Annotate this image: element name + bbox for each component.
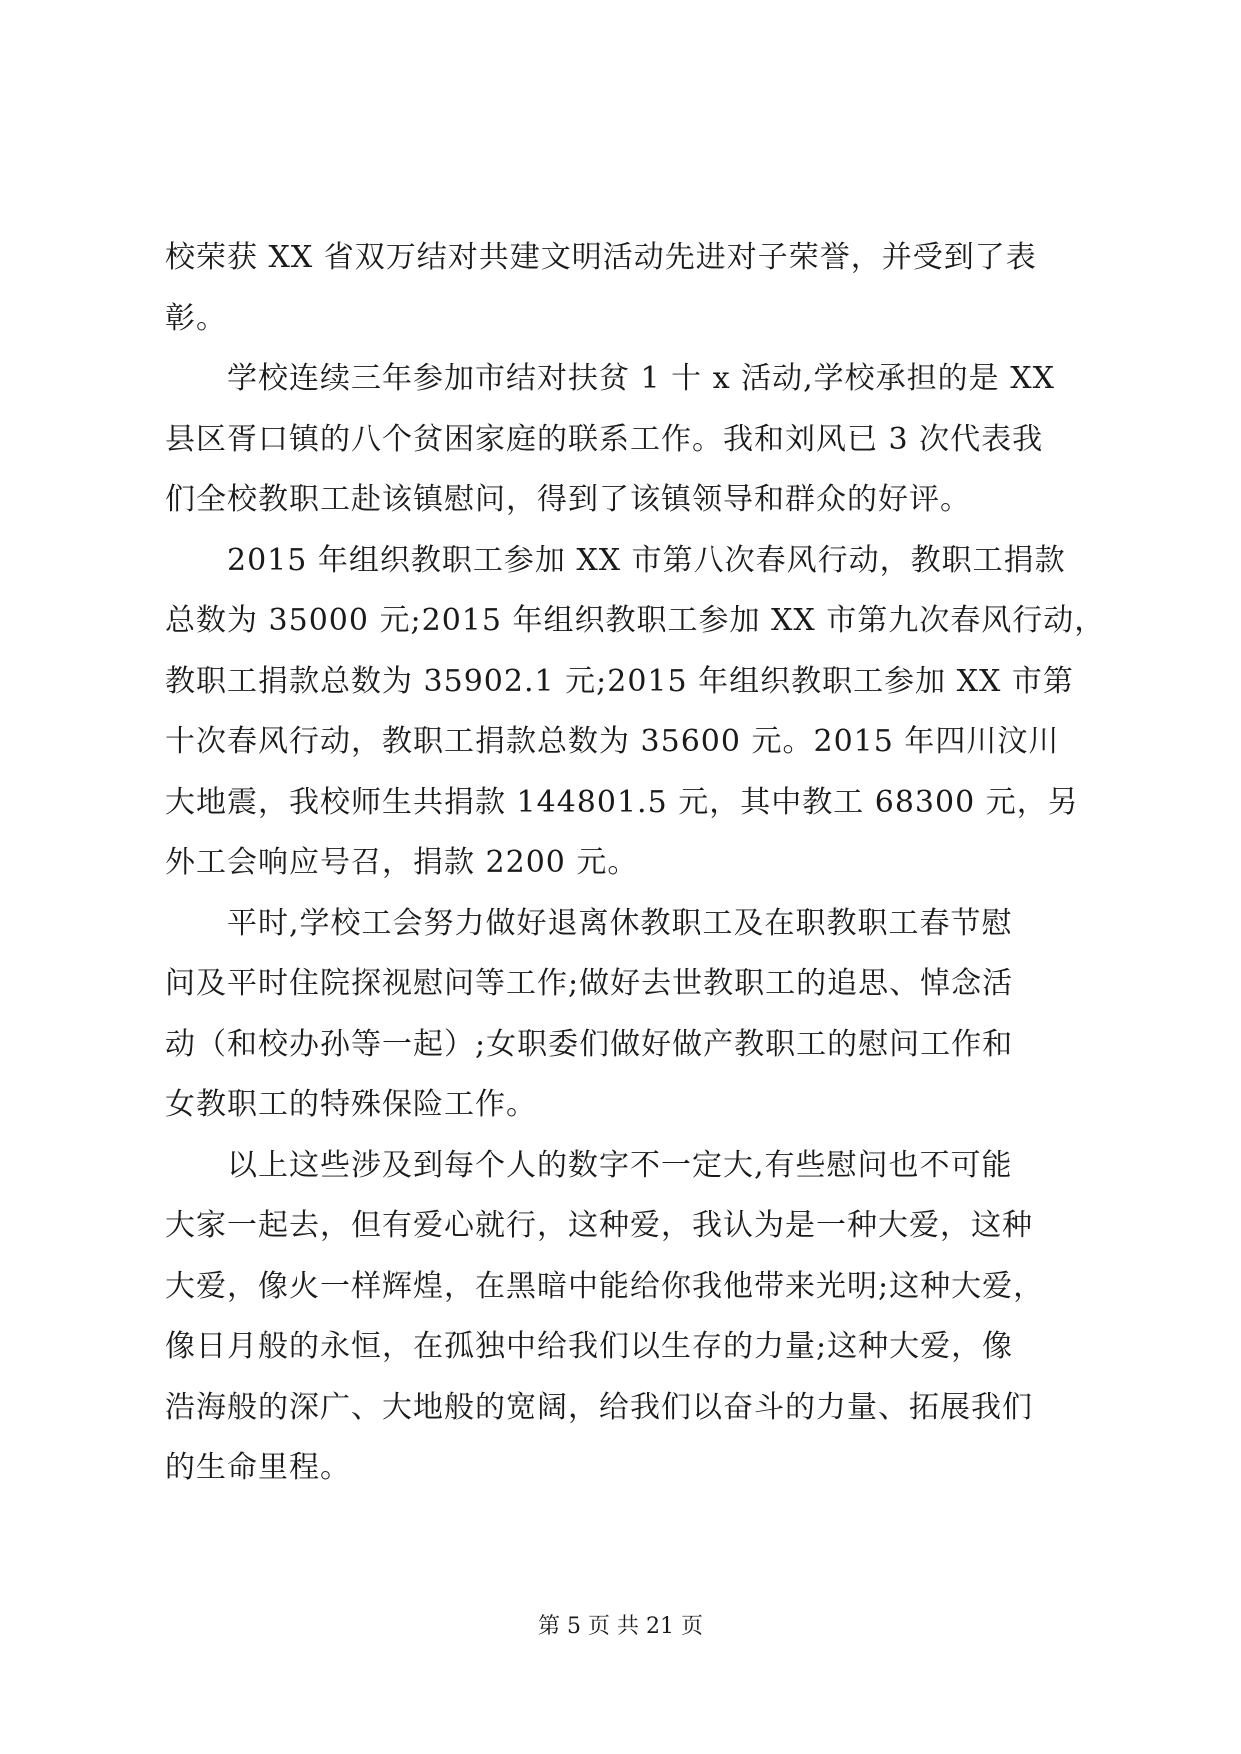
paragraph bbox=[165, 349, 1080, 531]
text-line: 总数为 35000 元;2015 年组织教职工参加 XX 市第九次春风行动， bbox=[165, 603, 1106, 638]
document-body bbox=[165, 228, 1106, 1499]
paragraph bbox=[165, 1136, 1080, 1499]
text-line: 2015 年组织教职工参加 XX 市第八次春风行动，教职工捐款 bbox=[165, 542, 1066, 578]
text-line: 学校连续三年参加市结对扶贫 1 十 x 活动,学校承担的是 XX bbox=[165, 361, 1055, 396]
text-line: 像日月般的永恒，在孤独中给我们以生存的力量;这种大爱，像 bbox=[165, 1329, 1014, 1364]
text-line: 问及平时住院探视慰问等工作;做好去世教职工的追思、悼念活 bbox=[165, 966, 1014, 1001]
paragraph bbox=[165, 894, 1080, 1136]
text-line: 教职工捐款总数为 35902.1 元;2015 年组织教职工参加 XX 市第 bbox=[165, 663, 1074, 699]
text-line: 动（和校办孙等一起）;女职委们做好做产教职工的慰问工作和 bbox=[165, 1026, 1014, 1062]
text-line: 外工会响应号召，捐款 2200 元。 bbox=[165, 845, 639, 880]
page-footer: 第 5 页 共 21 页 bbox=[538, 1614, 703, 1639]
paragraph bbox=[165, 228, 1080, 349]
text-line: 县区胥口镇的八个贫困家庭的联系工作。我和刘风已 3 次代表我 bbox=[165, 421, 1044, 457]
text-line: 大家一起去，但有爱心就行，这种爱，我认为是一种大爱，这种 bbox=[165, 1208, 1033, 1243]
text-line: 平时,学校工会努力做好退离休教职工及在职教职工春节慰 bbox=[165, 905, 1013, 941]
text-line: 的生命里程。 bbox=[165, 1450, 351, 1485]
text-line: 彰。 bbox=[165, 300, 227, 336]
text-line: 十次春风行动，教职工捐款总数为 35600 元。2015 年四川汶川 bbox=[165, 724, 1060, 759]
text-line: 大地震，我校师生共捐款 144801.5 元，其中教工 68300 元，另 bbox=[165, 784, 1079, 820]
text-line: 们全校教职工赴该镇慰问，得到了该镇领导和群众的好评。 bbox=[165, 482, 971, 517]
text-line: 以上这些涉及到每个人的数字不一定大,有些慰问也不可能 bbox=[165, 1147, 1013, 1183]
text-line: 校荣获 XX 省双万结对共建文明活动先进对子荣誉，并受到了表 bbox=[165, 240, 1037, 275]
text-line: 浩海般的深广、大地般的宽阔，给我们以奋斗的力量、拓展我们 bbox=[165, 1389, 1033, 1425]
text-line: 大爱，像火一样辉煌，在黑暗中能给你我他带来光明;这种大爱， bbox=[165, 1268, 1045, 1304]
paragraph bbox=[165, 531, 1106, 894]
text-line: 女教职工的特殊保险工作。 bbox=[165, 1087, 537, 1122]
